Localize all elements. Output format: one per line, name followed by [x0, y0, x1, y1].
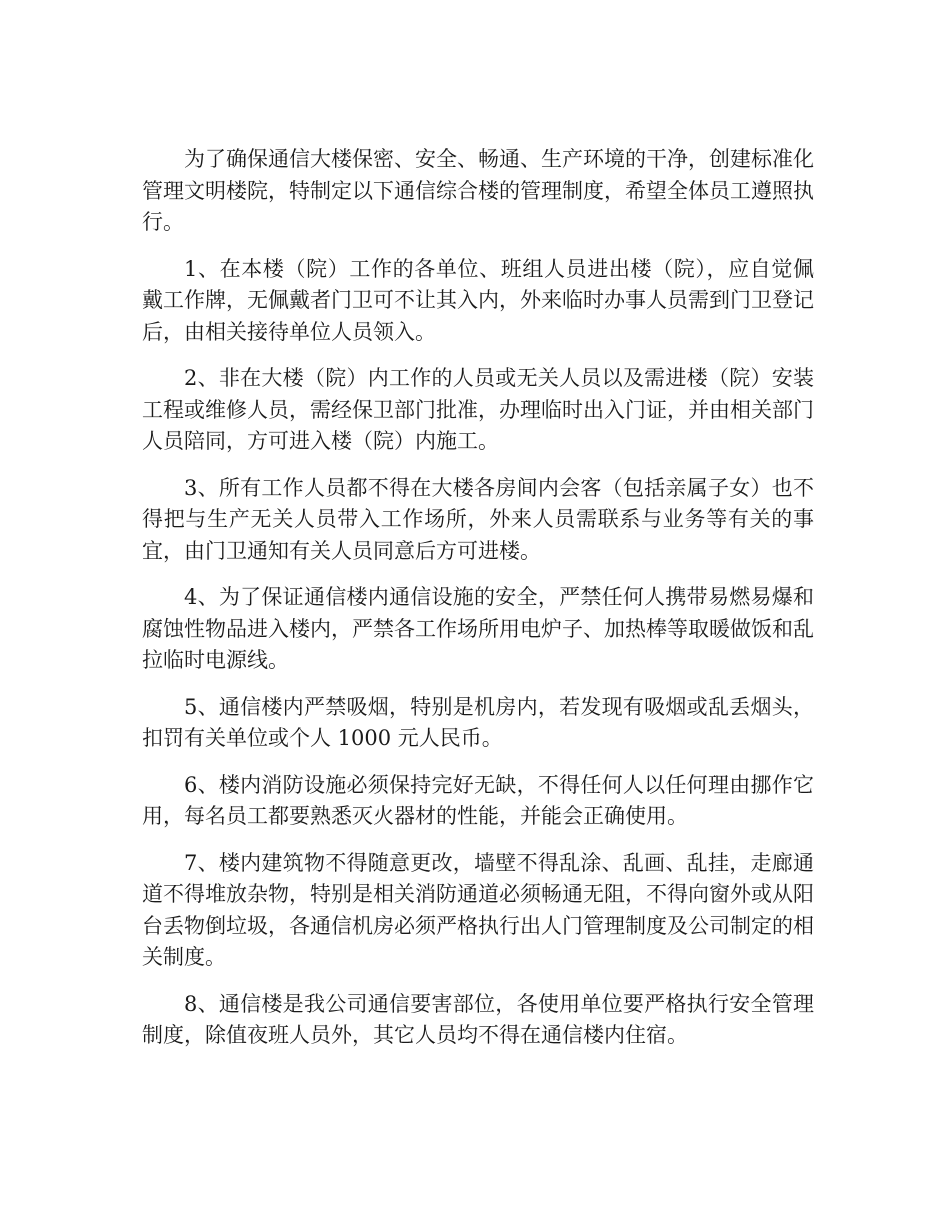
rule-paragraph-3: 3、所有工作人员都不得在大楼各房间内会客（包括亲属子女）也不得把与生产无关人员带入工作场所，外来人员需联系与业务等有关的事宜，由门卫通知有关人员同意后方可进楼。 — [142, 475, 814, 563]
rule-paragraph-5: 5、通信楼内严禁吸烟，特别是机房内，若发现有吸烟或乱丢烟头，扣罚有关单位或个人 1000 元人民币。 — [142, 694, 814, 750]
rule-paragraph-7: 7、楼内建筑物不得随意更改，墙壁不得乱涂、乱画、乱挂，走廊通道不得堆放杂物，特别是相关消防通道必须畅通无阻，不得向窗外或从阳台丢物倒垃圾，各通信机房必须严格执行出人门管理制度及公司制定的相关制度。 — [142, 850, 814, 969]
rule-paragraph-2: 2、非在大楼（院）内工作的人员或无关人员以及需进楼（院）安装工程或维修人员，需经保卫部门批准，办理临时出入门证，并由相关部门人员陪同，方可进入楼（院）内施工。 — [142, 366, 814, 453]
rule-paragraph-4: 4、为了保证通信楼内通信设施的安全，严禁任何人携带易燃易爆和腐蚀性物品进入楼内，严禁各工作场所用电炉子、加热棒等取暖做饭和乱拉临时电源线。 — [142, 585, 814, 672]
intro-paragraph: 为了确保通信大楼保密、安全、畅通、生产环境的干净，创建标准化管理文明楼院，特制定以下通信综合楼的管理制度，希望全体员工遵照执行。 — [142, 147, 814, 234]
rule-paragraph-6: 6、楼内消防设施必须保持完好无缺，不得任何人以任何理由挪作它用，每名员工都要熟悉灭火器材的性能，并能会正确使用。 — [142, 772, 814, 828]
rule-paragraph-1: 1、在本楼（院）工作的各单位、班组人员进出楼（院），应自觉佩戴工作牌，无佩戴者门卫可不让其入内，外来临时办事人员需到门卫登记后，由相关接待单位人员领入。 — [142, 256, 814, 344]
document-body — [142, 144, 814, 1067]
rule-paragraph-8: 8、通信楼是我公司通信要害部位，各使用单位要严格执行安全管理制度，除值夜班人员外，其它人员均不得在通信楼内住宿。 — [142, 991, 814, 1047]
